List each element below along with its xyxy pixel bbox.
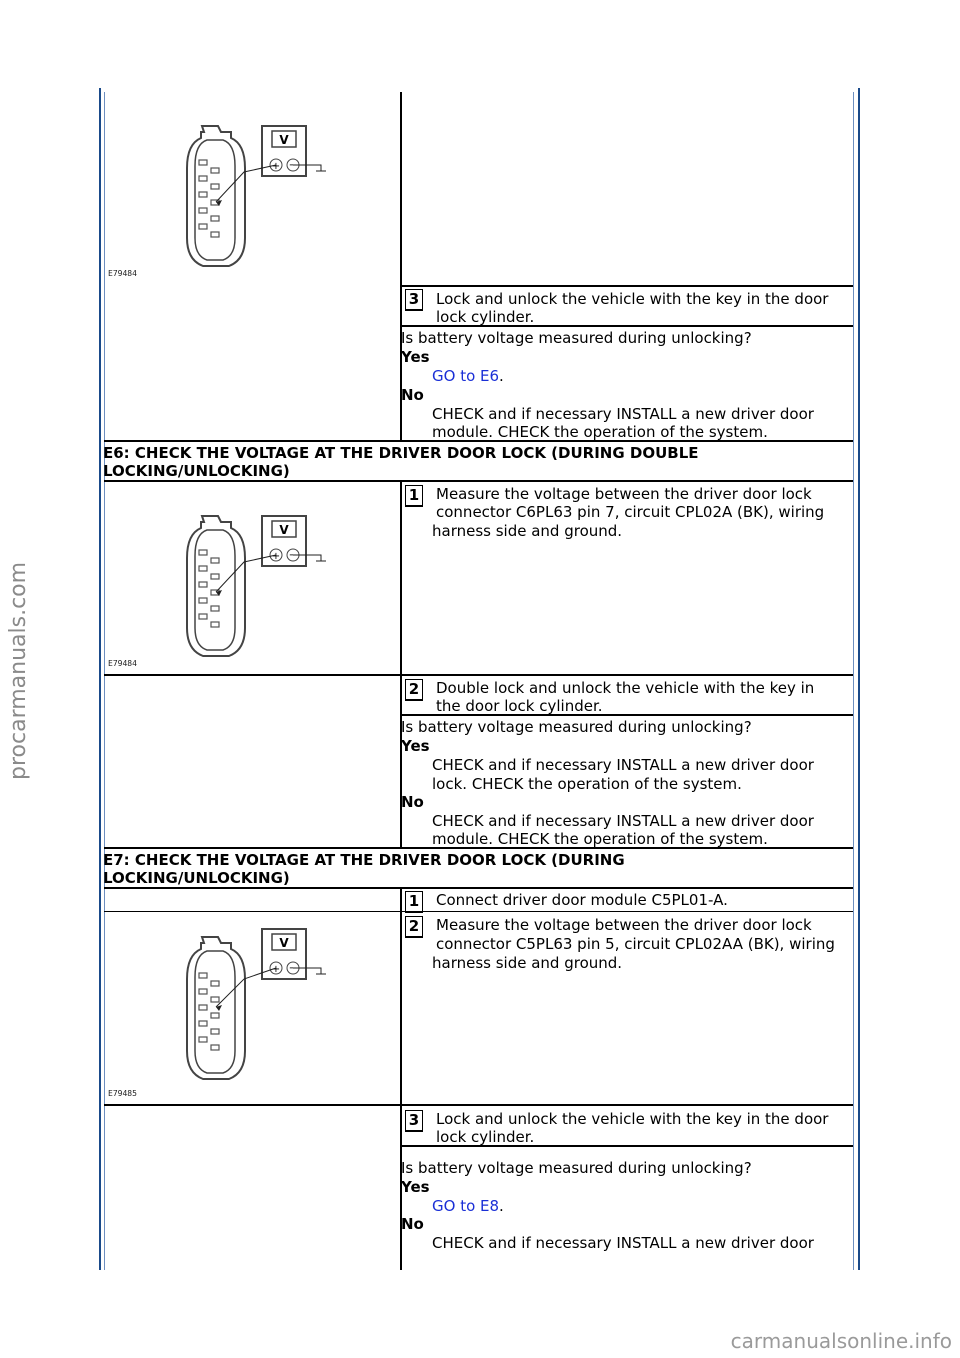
no-label: No [401, 1215, 424, 1233]
cell-divider [400, 889, 402, 1270]
connector-voltage-figure-1 [104, 110, 399, 285]
footer-watermark: carmanualsonline.info [730, 1329, 952, 1353]
rule [104, 911, 853, 912]
svg-text:E79484: E79484 [108, 659, 137, 668]
step-text: lock cylinder. [436, 308, 535, 326]
question-text: Is battery voltage measured during unlocking? [401, 1159, 752, 1177]
no-action: module. CHECK the operation of the system. [432, 423, 768, 441]
step-text: Connect driver door module C5PL01-A. [436, 891, 728, 909]
rule [104, 887, 853, 889]
step-number: 1 [405, 891, 423, 913]
step-text: lock cylinder. [436, 1128, 535, 1146]
no-label: No [401, 793, 424, 811]
step-text: Lock and unlock the vehicle with the key in the door [436, 290, 829, 308]
rule [400, 285, 853, 287]
side-watermark: procarmanuals.com [6, 561, 31, 780]
yes-action: lock. CHECK the operation of the system. [432, 775, 742, 793]
page-border-right [858, 88, 860, 1270]
step-text: harness side and ground. [432, 522, 623, 540]
yes-action: CHECK and if necessary INSTALL a new driver door [432, 756, 814, 774]
question-text: Is battery voltage measured during unlocking? [401, 718, 752, 736]
svg-text:−: − [288, 963, 298, 974]
rule [104, 1104, 853, 1106]
step-text: harness side and ground. [432, 954, 623, 972]
step-text: Measure the voltage between the driver door lock [436, 485, 812, 503]
svg-text:V: V [279, 523, 289, 537]
page-border-left [99, 88, 101, 1270]
svg-text:+: + [271, 551, 281, 562]
svg-text:−: − [288, 160, 298, 171]
step-number: 2 [405, 679, 423, 701]
step-text: Measure the voltage between the driver door lock [436, 916, 812, 934]
rule [104, 480, 853, 482]
page-border-right-inner [853, 92, 854, 1270]
svg-text:V: V [279, 936, 289, 950]
step-number: 3 [405, 1110, 423, 1132]
connector-voltage-figure-3 [104, 915, 399, 1102]
svg-text:+: + [271, 964, 281, 975]
step-number: 1 [405, 485, 423, 507]
no-label: No [401, 386, 424, 404]
no-action: CHECK and if necessary INSTALL a new driver door [432, 1234, 814, 1252]
step-number: 3 [405, 289, 423, 311]
svg-text:−: − [288, 550, 298, 561]
no-action: CHECK and if necessary INSTALL a new driver door [432, 405, 814, 423]
step-text: the door lock cylinder. [436, 697, 603, 715]
yes-label: Yes [401, 348, 430, 366]
connector-voltage-figure-2 [104, 500, 399, 675]
step-text: connector C6PL63 pin 7, circuit CPL02A (BK), wiring [436, 503, 825, 521]
svg-text:V: V [279, 133, 289, 147]
section-header-e7: E7: CHECK THE VOLTAGE AT THE DRIVER DOOR LOCK (DURING LOCKING/UNLOCKING) [103, 851, 625, 887]
svg-text:E79485: E79485 [108, 1089, 137, 1098]
svg-text:+: + [271, 161, 281, 172]
no-action: module. CHECK the operation of the system. [432, 830, 768, 848]
step-text: Double lock and unlock the vehicle with the key in [436, 679, 815, 697]
yes-label: Yes [401, 1178, 430, 1196]
yes-label: Yes [401, 737, 430, 755]
question-text: Is battery voltage measured during unlocking? [401, 329, 752, 347]
svg-text:E79484: E79484 [108, 269, 137, 278]
go-to-e8-link[interactable]: GO to E8 [432, 1197, 500, 1215]
yes-action: GO to E8. [432, 1197, 504, 1215]
step-text: Lock and unlock the vehicle with the key in the door [436, 1110, 829, 1128]
step-text: connector C5PL63 pin 5, circuit CPL02AA (BK), wiring [436, 935, 835, 953]
section-header-e6: E6: CHECK THE VOLTAGE AT THE DRIVER DOOR LOCK (DURING DOUBLE LOCKING/UNLOCKING) [103, 444, 699, 480]
yes-action: GO to E6. [432, 367, 504, 385]
no-action: CHECK and if necessary INSTALL a new driver door [432, 812, 814, 830]
go-to-e6-link[interactable]: GO to E6 [432, 367, 500, 385]
step-number: 2 [405, 916, 423, 938]
